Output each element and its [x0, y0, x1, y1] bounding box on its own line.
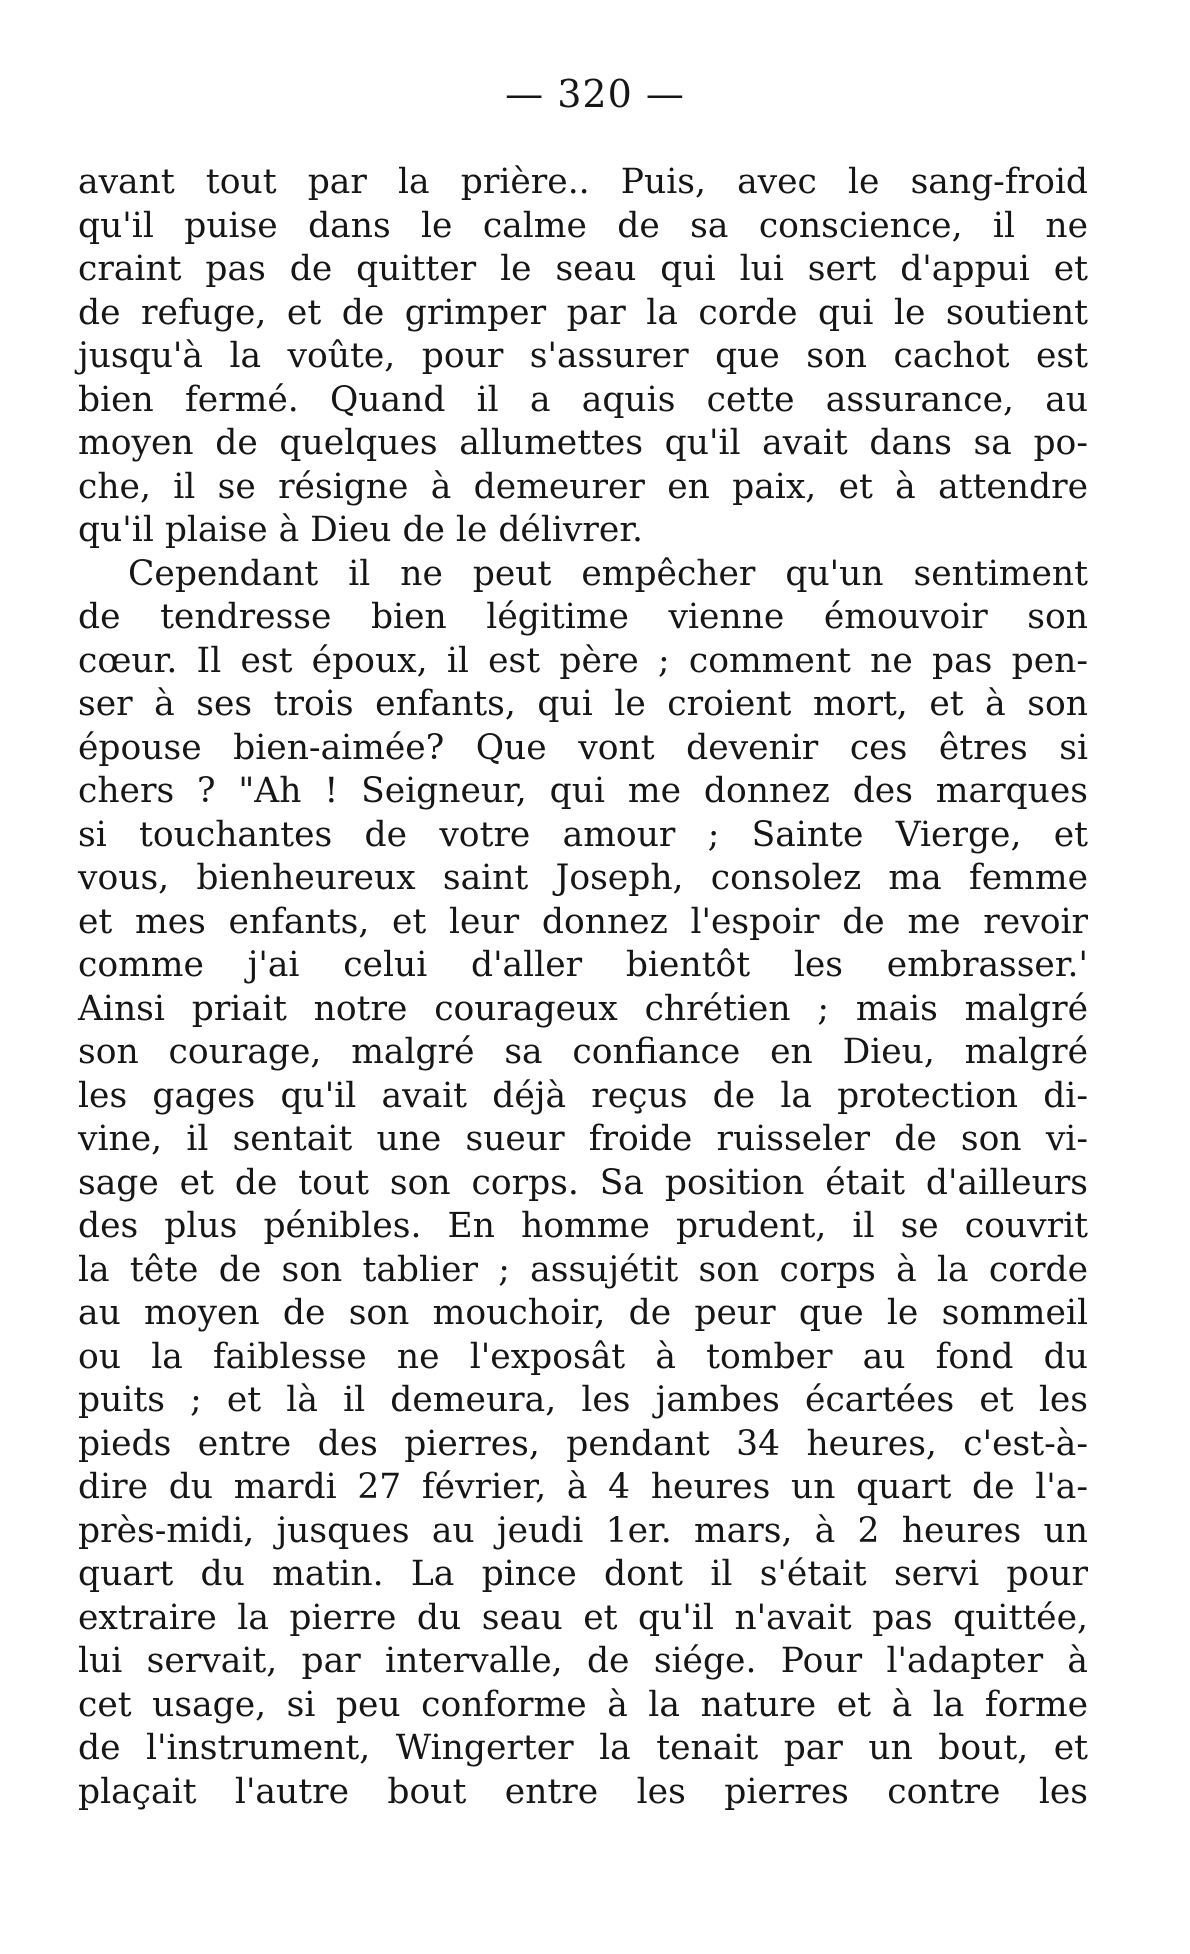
text-line: sage et de tout son corps. Sa position était d'ailleurs: [78, 1162, 1088, 1203]
text-line: che, il se résigne à demeurer en paix, et à attendre: [78, 466, 1088, 507]
text-line: des plus pénibles. En homme prudent, il se couvrit: [78, 1206, 1088, 1246]
text-line: cœur. Il est époux, il est père ; comment ne pas pen-: [78, 640, 1088, 681]
text-line: ser à ses trois enfants, qui le croient mort, et à son: [78, 684, 1088, 724]
paragraph-start-line: Cependant il ne peut empêcher qu'un sentiment: [128, 553, 1088, 594]
text-line: bien fermé. Quand il a aquis cette assurance, au: [78, 379, 1088, 420]
text-line: lui servait, par intervalle, de siége. Pour l'adapter à: [78, 1641, 1088, 1681]
text-line: les gages qu'il avait déjà reçus de la protection di-: [78, 1075, 1088, 1116]
text-line: qu'il puise dans le calme de sa conscience, il ne: [78, 205, 1088, 246]
text-line: épouse bien-aimée? Que vont devenir ces êtres si: [78, 727, 1088, 768]
text-line: la tête de son tablier ; assujétit son corps à la corde: [78, 1249, 1088, 1290]
text-line: comme j'ai celui d'aller bientôt les embrasser.': [78, 945, 1088, 985]
body-text: [78, 161, 1088, 1814]
text-line: de refuge, et de grimper par la corde qui le soutient: [78, 292, 1088, 333]
text-line: jusqu'à la voûte, pour s'assurer que son cachot est: [78, 336, 1088, 376]
text-line: pieds entre des pierres, pendant 34 heures, c'est-à-: [78, 1423, 1088, 1464]
text-line: puits ; et là il demeura, les jambes écartées et les: [78, 1380, 1088, 1420]
paragraph-end-line: qu'il plaise à Dieu de le délivrer.: [78, 510, 643, 550]
text-line: ou la faiblesse ne l'exposât à tomber au fond du: [78, 1336, 1088, 1377]
text-line: et mes enfants, et leur donnez l'espoir de me revoir: [78, 901, 1088, 942]
page-number: — 320 —: [505, 72, 685, 116]
text-line: avant tout par la prière.. Puis, avec le sang-froid: [78, 162, 1088, 202]
text-line: dire du mardi 27 février, à 4 heures un quart de l'a-: [78, 1467, 1088, 1507]
text-line: son courage, malgré sa confiance en Dieu, malgré: [78, 1032, 1088, 1072]
text-line: près-midi, jusques au jeudi 1er. mars, à 2 heures un: [78, 1510, 1088, 1551]
text-line: plaçait l'autre bout entre les pierres contre les: [78, 1771, 1088, 1812]
text-line: vous, bienheureux saint Joseph, consolez ma femme: [78, 858, 1088, 898]
text-line: craint pas de quitter le seau qui lui sert d'appui et: [78, 249, 1088, 289]
text-line: cet usage, si peu conforme à la nature et à la forme: [78, 1684, 1088, 1725]
text-line: de tendresse bien légitime vienne émouvoir son: [78, 597, 1088, 637]
text-line: extraire la pierre du seau et qu'il n'avait pas quittée,: [78, 1597, 1088, 1638]
text-line: moyen de quelques allumettes qu'il avait dans sa po-: [78, 423, 1088, 463]
text-line: vine, il sentait une sueur froide ruisseler de son vi-: [78, 1119, 1088, 1159]
text-line: au moyen de son mouchoir, de peur que le sommeil: [78, 1293, 1088, 1333]
text-line: Ainsi priait notre courageux chrétien ; mais malgré: [78, 988, 1088, 1029]
text-line: quart du matin. La pince dont il s'était servi pour: [78, 1554, 1088, 1594]
text-line: de l'instrument, Wingerter la tenait par un bout, et: [78, 1728, 1088, 1768]
text-line: si touchantes de votre amour ; Sainte Vierge, et: [78, 814, 1088, 855]
text-line: chers ? "Ah ! Seigneur, qui me donnez des marques: [78, 771, 1088, 811]
